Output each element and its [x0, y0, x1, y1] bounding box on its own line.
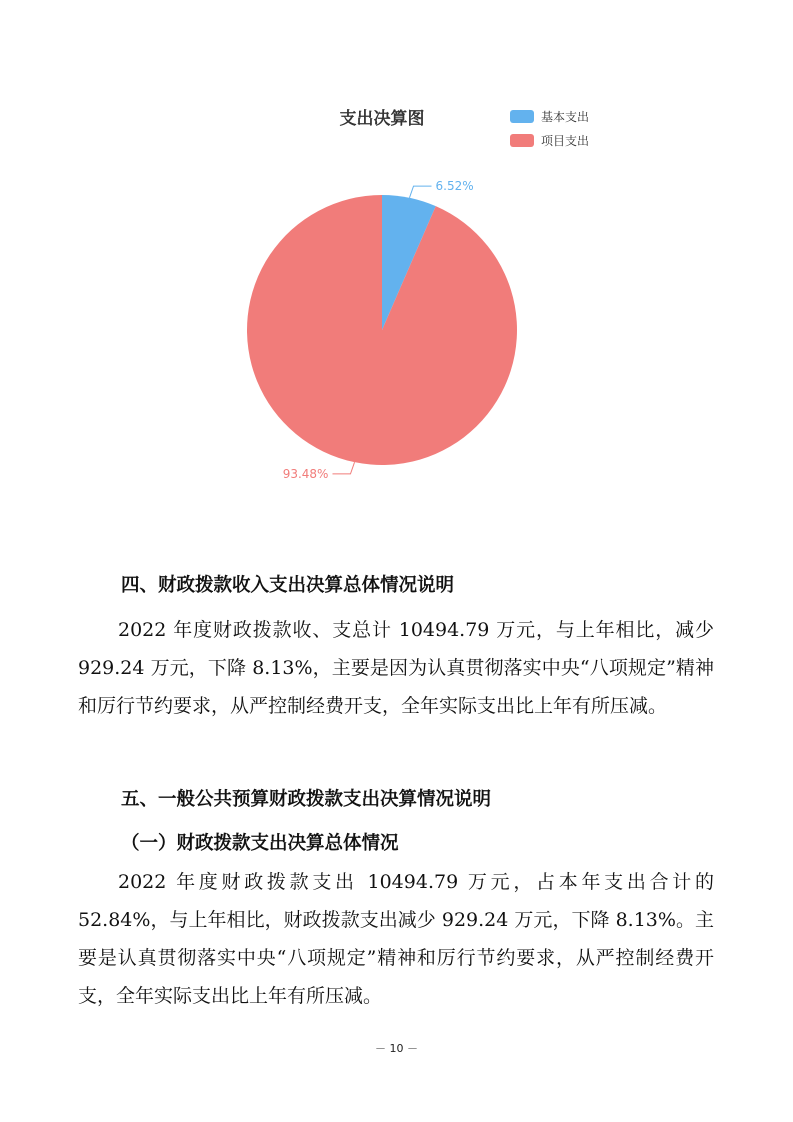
chart-legend [510, 109, 589, 148]
section-5-sub-body: 2022 年度财政拨款支出 10494.79 万元，占本年支出合计的 52.84%，与上年相比，财政拨款支出减少 929.24 万元，下降 8.13%。主要是认真贯彻落实中央“八项规定”精神和厉行节约要求，从严控制经费开支，全年实际支出比上年有所压减。 [78, 871, 714, 1007]
pie-chart [0, 0, 793, 520]
section-4-body: 2022 年度财政拨款收、支总计 10494.79 万元，与上年相比，减少 929.24 万元，下降 8.13%，主要是因为认真贯彻落实中央“八项规定”精神和厉行节约要求，从严控制经费开支，全年实际支出比上年有所压减。 [78, 619, 714, 717]
legend-swatch-2 [510, 134, 534, 147]
section-4-heading: 四、财政拨款收入支出决算总体情况说明 [121, 575, 455, 596]
page-number: － 10 － [375, 1042, 418, 1055]
pie-slices [247, 195, 517, 465]
pie-leader-line-2 [332, 462, 354, 474]
chart-title: 支出决算图 [339, 109, 425, 129]
legend-swatch-1 [510, 110, 534, 123]
section-5-heading: 五、一般公共预算财政拨款支出决算情况说明 [121, 789, 492, 810]
legend-label-1: 基本支出 [541, 110, 590, 124]
pie-leader-line-1 [409, 186, 431, 198]
pie-slice-2 [247, 195, 517, 465]
pie-data-label-1: 6.52% [435, 179, 474, 194]
legend-label-2: 项目支出 [541, 134, 590, 148]
pie-data-label-2: 93.48% [282, 466, 329, 481]
section-5-subheading: （一）财政拨款支出决算总体情况 [121, 833, 399, 854]
